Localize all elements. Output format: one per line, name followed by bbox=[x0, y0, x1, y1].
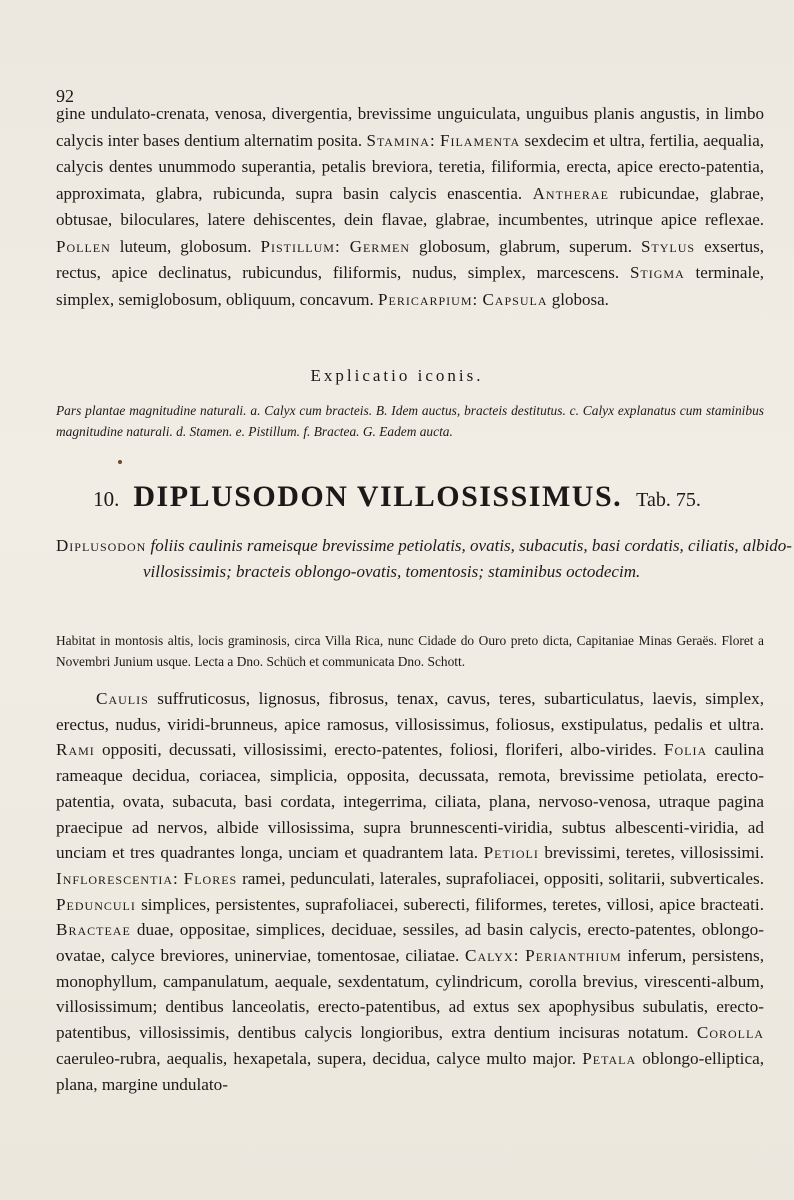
species-diagnosis bbox=[56, 533, 794, 585]
explicatio-body: Pars plantae magnitudine naturali. a. Calyx cum bracteis. B. Idem auctus, bracteis destitutus. c. Calyx explanatus cum staminibus magnitudine naturali. d. Stamen. e. Pistillum. f. Bractea. G. Eadem aucta. bbox=[56, 403, 764, 439]
text-run: exsertus, rectus, apice declinatus, rubicundus, filiformis, nudus, simplex, marcescens. bbox=[56, 236, 765, 282]
explicatio-heading: Explicatio iconis. bbox=[310, 366, 484, 385]
organ-term: Flores bbox=[183, 868, 238, 888]
plate-reference: Tab. 75. bbox=[636, 489, 701, 511]
organ-term: Pedunculi bbox=[56, 894, 136, 914]
habitat-paragraph: Habitat in montosis altis, locis graminosis, circa Villa Rica, nunc Cidade do Ouro preto dicta, Capitaniae Minas Geraës. Floret a Novembri Junium usque. Lecta a Dno. Schüch et communicata Dno. Schott. bbox=[56, 633, 764, 669]
ink-spot bbox=[118, 460, 122, 464]
organ-term: Stamina: bbox=[366, 130, 436, 150]
text-run: brevissimi, teretes, villosissimi. bbox=[538, 843, 764, 863]
text-run: duae, oppositae, simplices, deciduae, sessiles, ad basin calycis, erecto-patentes, oblongo-ovatae, calyce breviores, uninerviae, tomentosae, ciliatae. bbox=[56, 920, 764, 966]
species-heading bbox=[0, 480, 794, 514]
organ-term: Perianthium bbox=[525, 946, 622, 966]
text-run: sexdecim et ultra, fertilia, aequalia, calycis dentes unummodo superantia, petalis breviora, teretia, filiformia, erecta, apice erecto-patentia, approximata, glabra, rubicunda, supra basin calycis enascentia. bbox=[56, 130, 764, 203]
organ-term: Pericarpium: bbox=[378, 289, 479, 309]
text-run bbox=[341, 237, 350, 256]
organ-term: Filamenta bbox=[440, 130, 521, 150]
text-run: suffruticosus, lignosus, fibrosus, tenax, cavus, teres, subarticulatus, laevis, simplex, erectus, nudus, viridi-brunneus, apice ramosus, villosissimus, foliosus, exstipulatus, pedalis et ultra. bbox=[56, 689, 764, 734]
text-run: ramei, pedunculati, laterales, suprafoliacei, oppositi, solitarii, subverticales. bbox=[237, 868, 764, 888]
organ-term: Petioli bbox=[483, 843, 539, 863]
organ-term: Rami bbox=[56, 740, 95, 760]
text-run: globosa. bbox=[547, 289, 609, 309]
species-name: DIPLUSODON VILLOSISSIMUS. bbox=[133, 480, 623, 513]
organ-term: Corolla bbox=[696, 1023, 764, 1043]
diagnosis-text: foliis caulinis rameisque brevissime petiolatis, ovatis, subacutis, basi cordatis, ciliatis, albido-villosissimis; bracteis oblongo-ovatis, tomentosis; staminibus octodecim. bbox=[143, 536, 792, 581]
text-run: caeruleo-rubra, aequalis, hexapetala, supera, decidua, calyce multo major. bbox=[56, 1048, 583, 1068]
description-paragraph bbox=[56, 101, 764, 313]
organ-term: Pistillum: bbox=[260, 236, 341, 256]
organ-term: Inflorescentia: bbox=[56, 868, 179, 888]
organ-term: Antherae bbox=[532, 183, 609, 203]
diagnosis-genus: Diplusodon bbox=[56, 536, 147, 555]
page-number: 92 bbox=[56, 86, 74, 106]
organ-term: Pollen bbox=[56, 236, 111, 256]
organ-term: Germen bbox=[349, 236, 410, 256]
organ-term: Stigma bbox=[629, 263, 685, 282]
text-run: inferum, persistens, monophyllum, campanulatum, aequale, sexdentatum, cylindricum, corolla brevius, virescenti-album, villosissimum; dentibus lanceolatis, erecto-patentibus, ad extus sex apophysibus subulatis, erecto-patentibus, villosissimis, dentibus calycis longioribus, extra dentium incisuras notatum. bbox=[56, 946, 765, 1043]
text-run: terminale, simplex, semiglobosum, obliquum, concavum. bbox=[56, 263, 764, 309]
main-description-paragraph bbox=[56, 686, 764, 1097]
organ-term: Capsula bbox=[482, 289, 548, 309]
text-run: oblongo-elliptica, plana, margine undulato- bbox=[56, 1048, 765, 1094]
organ-term: Petala bbox=[582, 1048, 637, 1068]
organ-term: Calyx: bbox=[465, 946, 520, 966]
text-run: simplices, persistentes, suprafoliacei, suberecti, filiformes, teretes, villosi, apice bracteati. bbox=[135, 894, 764, 914]
organ-term: Caulis bbox=[96, 689, 149, 708]
organ-term: Stylus bbox=[640, 236, 696, 256]
text-run: caulina rameaque decidua, coriacea, simplicia, opposita, decussata, remota, brevissime petiolata, erecto-patentia, ovata, subacuta, basi cordata, integerrima, ciliata, plana, nervoso-venosa, utraque pagina praecipue ad nervos, albide villosissima, supra brunnescenti-viridia, subtus albescenti-viridia, ad unciam et tres quadrantes longa, unciam et quadrantem lata. bbox=[56, 740, 764, 863]
text-run: luteum, globosum. bbox=[110, 236, 261, 256]
organ-term: Folia bbox=[663, 740, 708, 760]
organ-term: Bracteae bbox=[56, 920, 131, 940]
text-run: rubicundae, glabrae, obtusae, biloculares, latere dehiscentes, dein flavae, glabrae, incumbentes, utrinque apice reflexae. bbox=[56, 183, 764, 229]
text-run: oppositi, decussati, villosissimi, erecto-patentes, foliosi, floriferi, albo-virides. bbox=[94, 740, 664, 760]
text-run: gine undulato-crenata, venosa, divergentia, brevissime unguiculata, unguibus planis angustis, in limbo calycis inter bases dentium alternatim posita. bbox=[56, 104, 764, 150]
species-number: 10. bbox=[93, 487, 120, 511]
text-run: globosum, glabrum, superum. bbox=[409, 236, 641, 256]
